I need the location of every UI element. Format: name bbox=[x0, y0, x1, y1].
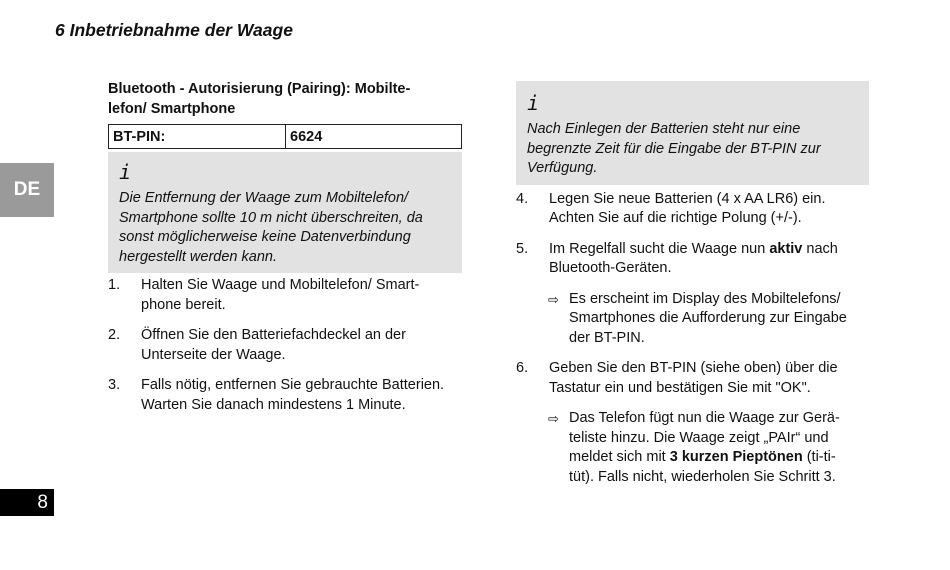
steps-list-left bbox=[108, 276, 462, 415]
step-line: Legen Sie neue Batterien (4 x AA LR6) ein. bbox=[549, 190, 826, 207]
step-line: Unterseite der Waage. bbox=[141, 346, 286, 363]
info-note-text bbox=[119, 189, 451, 267]
note-line: Verfügung. bbox=[527, 160, 598, 176]
step-number: 4. bbox=[516, 190, 529, 207]
step-6 bbox=[516, 359, 869, 398]
right-column bbox=[516, 81, 869, 487]
step-number: 3. bbox=[108, 377, 121, 393]
note-line: Nach Einlegen der Batterien steht nur eine bbox=[527, 121, 801, 137]
result-line: meldet sich mit bbox=[569, 449, 670, 465]
step-line: nach bbox=[802, 240, 838, 257]
step-number: 2. bbox=[108, 327, 121, 343]
bt-pin-value: 6624 bbox=[286, 125, 462, 149]
section-heading-line: Bluetooth - Autorisierung (Pairing): Mobilte- bbox=[108, 81, 411, 97]
step-2 bbox=[108, 326, 462, 365]
result-arrow-icon: ⇨ bbox=[548, 411, 559, 426]
step-4 bbox=[516, 190, 869, 229]
note-line: hergestellt werden kann. bbox=[119, 248, 277, 265]
result-line: Das Telefon fügt nun die Waage zur Gerä- bbox=[569, 410, 840, 426]
result-line: (ti-ti- bbox=[802, 449, 836, 465]
note-line: Die Entfernung der Waage zum Mobiltelefon/ bbox=[119, 190, 409, 206]
info-note-distance bbox=[108, 152, 462, 273]
note-line: Smartphone sollte 10 m nicht überschreiten, da bbox=[119, 209, 423, 226]
result-arrow-icon: ⇨ bbox=[548, 291, 559, 307]
left-column bbox=[108, 79, 462, 415]
steps-list-right bbox=[516, 190, 869, 488]
result-5 bbox=[516, 290, 869, 349]
step-line: Tastatur ein und bestätigen Sie mit "OK". bbox=[549, 379, 811, 396]
step-line: Warten Sie danach mindestens 1 Minute. bbox=[141, 396, 406, 413]
result-line: tüt). Falls nicht, wiederholen Sie Schritt 3. bbox=[569, 468, 836, 485]
info-note-text bbox=[527, 120, 858, 179]
info-icon: i bbox=[527, 91, 540, 115]
step-line: Öffnen Sie den Batteriefachdeckel an der bbox=[141, 327, 406, 343]
step-number: 5. bbox=[516, 240, 529, 257]
section-heading bbox=[108, 79, 462, 119]
result-6 bbox=[516, 409, 869, 487]
result-line: Es erscheint im Display des Mobiltelefons/ bbox=[569, 290, 841, 307]
step-line: Im Regelfall sucht die Waage nun bbox=[549, 240, 770, 257]
step-line: Halten Sie Waage und Mobiltelefon/ Smart- bbox=[141, 277, 420, 293]
result-line: Smartphones die Aufforderung zur Eingabe bbox=[569, 310, 847, 326]
result-line: teliste hinzu. Die Waage zeigt „PAIr“ und bbox=[569, 429, 829, 446]
step-5 bbox=[516, 240, 869, 279]
bt-pin-table bbox=[108, 124, 462, 149]
step-number: 6. bbox=[516, 360, 529, 376]
step-line: phone bereit. bbox=[141, 296, 226, 313]
step-line: Achten Sie auf die richtige Polung (+/-). bbox=[549, 210, 802, 226]
note-line: sonst möglicherweise keine Datenverbindung bbox=[119, 229, 411, 245]
step-1 bbox=[108, 276, 462, 315]
note-line: begrenzte Zeit für die Eingabe der BT-PIN zur bbox=[527, 140, 821, 157]
step-number: 1. bbox=[108, 277, 121, 293]
step-3 bbox=[108, 376, 462, 415]
bt-pin-label: BT-PIN: bbox=[109, 125, 286, 149]
step-line: Falls nötig, entfernen Sie gebrauchte Batterien. bbox=[141, 377, 445, 393]
emphasis-text: aktiv bbox=[769, 240, 803, 257]
step-line: Bluetooth-Geräten. bbox=[549, 260, 672, 276]
section-heading-line: lefon/ Smartphone bbox=[108, 101, 236, 117]
chapter-title: 6 Inbetriebnahme der Waage bbox=[55, 20, 293, 40]
info-icon: i bbox=[119, 160, 132, 184]
page-number: 8 bbox=[0, 489, 54, 516]
info-note-timing bbox=[516, 81, 869, 185]
emphasis-text: 3 kurzen Pieptönen bbox=[669, 449, 803, 465]
language-tab: DE bbox=[0, 163, 54, 217]
result-line: der BT-PIN. bbox=[569, 329, 645, 346]
step-line: Geben Sie den BT-PIN (siehe oben) über die bbox=[549, 360, 838, 376]
